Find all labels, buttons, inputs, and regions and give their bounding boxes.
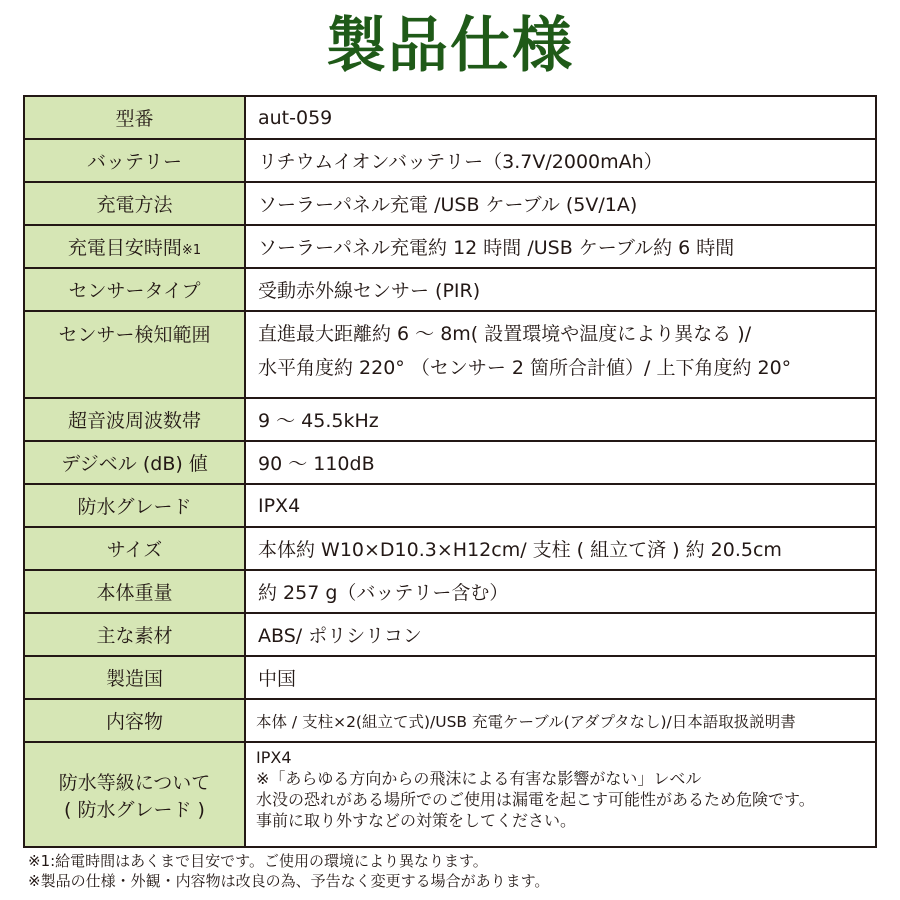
spec-label: 本体重量 xyxy=(24,570,245,613)
spec-value: 90 ～ 110dB xyxy=(245,441,876,484)
spec-label: センサータイプ xyxy=(24,268,245,311)
spec-label: 超音波周波数帯 xyxy=(24,398,245,441)
spec-value: 受動赤外線センサー (PIR) xyxy=(245,268,876,311)
spec-row-decibel xyxy=(24,441,876,484)
spec-label: 充電方法 xyxy=(24,182,245,225)
page-title: 製品仕様 xyxy=(326,11,574,81)
spec-value: 本体 / 支柱×2(組立て式)/USB 充電ケーブル(アダプタなし)/日本語取扱説明書 xyxy=(245,699,876,742)
spec-row-waterproof-grade xyxy=(24,484,876,527)
spec-value: ソーラーパネル充電約 12 時間 /USB ケーブル約 6 時間 xyxy=(245,225,876,268)
footnote: ※1:給電時間はあくまで目安です。ご使用の環境により異なります。 xyxy=(28,852,488,870)
spec-value-line: 水没の恐れがある場所でのご使用は漏電を起こす可能性があるため危険です。 xyxy=(256,790,815,809)
spec-label: 主な素材 xyxy=(24,613,245,656)
spec-label: デジベル (dB) 値 xyxy=(24,441,245,484)
spec-label: 内容物 xyxy=(24,699,245,742)
spec-label: センサー検知範囲 xyxy=(24,311,245,398)
spec-value: リチウムイオンバッテリー（3.7V/2000mAh） xyxy=(245,139,876,182)
spec-label xyxy=(24,225,245,268)
spec-table xyxy=(23,95,877,848)
spec-label-line: 防水等級について xyxy=(58,771,211,794)
spec-row-charging-time xyxy=(24,225,876,268)
spec-row-detection-range xyxy=(24,311,876,398)
footnote: ※製品の仕様・外観・内容物は改良の為、予告なく変更する場合があります。 xyxy=(28,872,550,890)
spec-row-country xyxy=(24,656,876,699)
spec-value: ソーラーパネル充電 /USB ケーブル (5V/1A) xyxy=(245,182,876,225)
spec-value xyxy=(245,742,876,847)
spec-row-waterproof-info xyxy=(24,742,876,847)
spec-row-size xyxy=(24,527,876,570)
spec-value: 約 257 g（バッテリー含む） xyxy=(245,570,876,613)
spec-value: 本体約 W10×D10.3×H12cm/ 支柱 ( 組立て済 ) 約 20.5cm xyxy=(245,527,876,570)
spec-label: サイズ xyxy=(24,527,245,570)
spec-row-contents xyxy=(24,699,876,742)
spec-value-line: 事前に取り外すなどの対策をしてください。 xyxy=(256,811,577,830)
spec-row-weight xyxy=(24,570,876,613)
spec-label: 防水グレード xyxy=(24,484,245,527)
spec-label: 型番 xyxy=(24,96,245,139)
spec-row-model xyxy=(24,96,876,139)
spec-value-line: 水平角度約 220° （センサー 2 箇所合計値）/ 上下角度約 20° xyxy=(258,357,792,379)
spec-label xyxy=(24,742,245,847)
spec-value-line: ※「あらゆる方向からの飛沫による有害な影響がない」レベル xyxy=(256,769,702,788)
spec-value: ABS/ ポリシリコン xyxy=(245,613,876,656)
spec-row-ultrasonic-frequency xyxy=(24,398,876,441)
spec-value: IPX4 xyxy=(245,484,876,527)
spec-label: 製造国 xyxy=(24,656,245,699)
spec-value-line: 直進最大距離約 6 ～ 8m( 設置環境や温度により異なる )/ xyxy=(258,323,752,345)
spec-value-line: IPX4 xyxy=(256,748,292,767)
spec-label-text: 充電目安時間 xyxy=(67,237,182,259)
spec-row-sensor-type xyxy=(24,268,876,311)
spec-value: 中国 xyxy=(245,656,876,699)
spec-row-charging-method xyxy=(24,182,876,225)
spec-value: aut-059 xyxy=(245,96,876,139)
spec-value: 9 ～ 45.5kHz xyxy=(245,398,876,441)
footnotes xyxy=(28,851,549,891)
footnote-ref: ※1 xyxy=(181,243,202,258)
spec-label-line: ( 防水グレード ) xyxy=(64,798,205,821)
spec-label: バッテリー xyxy=(24,139,245,182)
spec-row-material xyxy=(24,613,876,656)
spec-value xyxy=(245,311,876,398)
spec-row-battery xyxy=(24,139,876,182)
